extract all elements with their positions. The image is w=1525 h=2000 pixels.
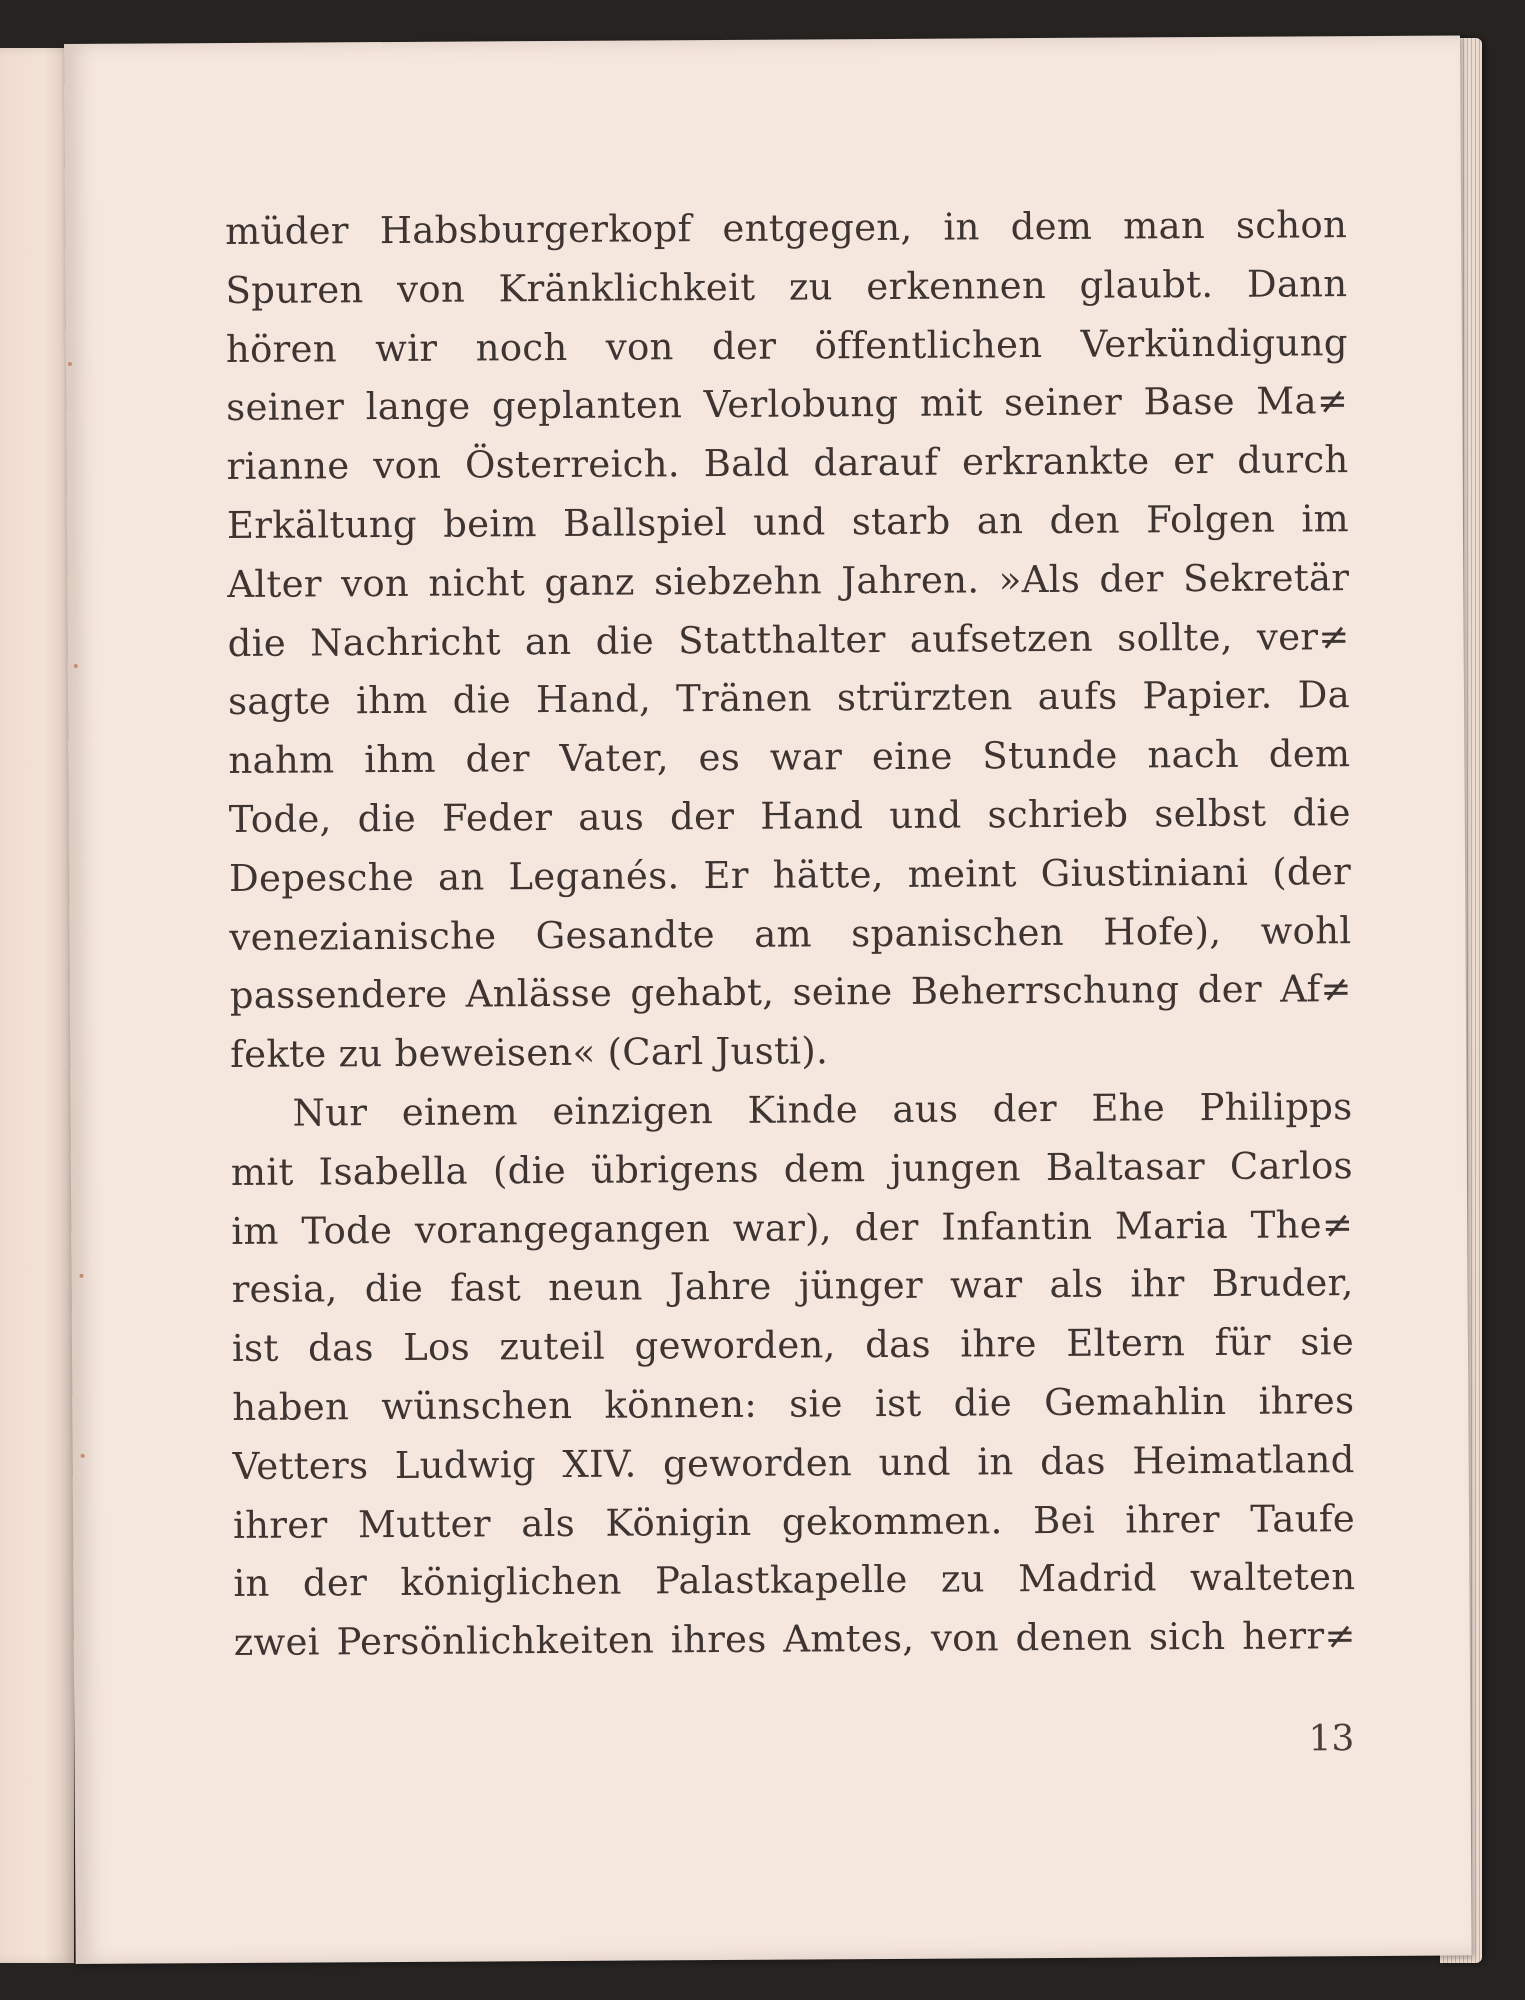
text-line: rianne von Österreich. Bald darauf erkrankte er durch [226,438,1349,489]
text-line: nahm ihm der Vater, es war eine Stunde nach dem [228,732,1351,783]
text-line: venezianische Gesandte am spanischen Hofe), wohl [229,908,1352,959]
text-line: Alter von nicht ganz siebzehn Jahren. »Als der Sekretär [227,555,1350,606]
text-line: Spuren von Kränklichkeit zu erkennen glaubt. Dann [225,261,1348,312]
text-line: die Nachricht an die Statthalter aufsetzen sollte, ver≠ [227,614,1350,665]
margin-mark [80,1274,84,1278]
text-line: Tode, die Feder aus der Hand und schrieb selbst die [228,791,1351,841]
text-line: ihrer Mutter als Königin gekommen. Bei ihrer Taufe [232,1496,1356,1547]
text-line: Erkältung beim Ballspiel und starb an den Folgen im [226,497,1350,547]
text-line: in der königlichen Palastkapelle zu Madrid walteten [233,1555,1356,1606]
text-line: hören wir noch von der öffentlichen Verkündigung [225,320,1348,371]
facing-page-edge [0,48,74,1963]
text-line: Depesche an Leganés. Er hätte, meint Giustiniani (der [228,849,1352,900]
text-line: seiner lange geplanten Verlobung mit seiner Base Ma≠ [226,379,1349,430]
page-number: 13 [1308,1718,1355,1760]
text-line: fekte zu beweisen« (Carl Justi). [230,1029,829,1077]
text-line: haben wünschen können: sie ist die Gemahlin ihres [232,1379,1355,1429]
paragraph-1 [225,196,1352,1085]
text-line: Vetters Ludwig XIV. geworden und in das Heimatland [232,1437,1355,1488]
body-text [225,196,1356,1673]
text-line: müder Habsburgerkopf entgegen, in dem man schon [225,203,1348,254]
paragraph-2 [230,1078,1356,1673]
text-line: resia, die fast neun Jahre jünger war als ihr Bruder, [231,1261,1354,1312]
text-line: zwei Persönlichkeiten ihres Amtes, von denen sich herr≠ [233,1614,1356,1665]
text-line: Nur einem einzigen Kinde aus der Ehe Philipps [292,1085,1353,1135]
text-line: mit Isabella (die übrigens dem jungen Baltasar Carlos [230,1143,1354,1194]
margin-mark [74,664,78,668]
text-line: im Tode vorangegangen war), der Infantin Maria The≠ [231,1202,1354,1253]
margin-mark [68,362,72,366]
margin-mark [81,1454,85,1458]
book-page [64,35,1472,1963]
text-line: ist das Los zuteil geworden, das ihre Eltern für sie [231,1320,1355,1371]
text-line: sagte ihm die Hand, Tränen strürzten aufs Papier. Da [227,673,1351,724]
text-line: passendere Anlässe gehabt, seine Beherrschung der Af≠ [229,967,1352,1018]
